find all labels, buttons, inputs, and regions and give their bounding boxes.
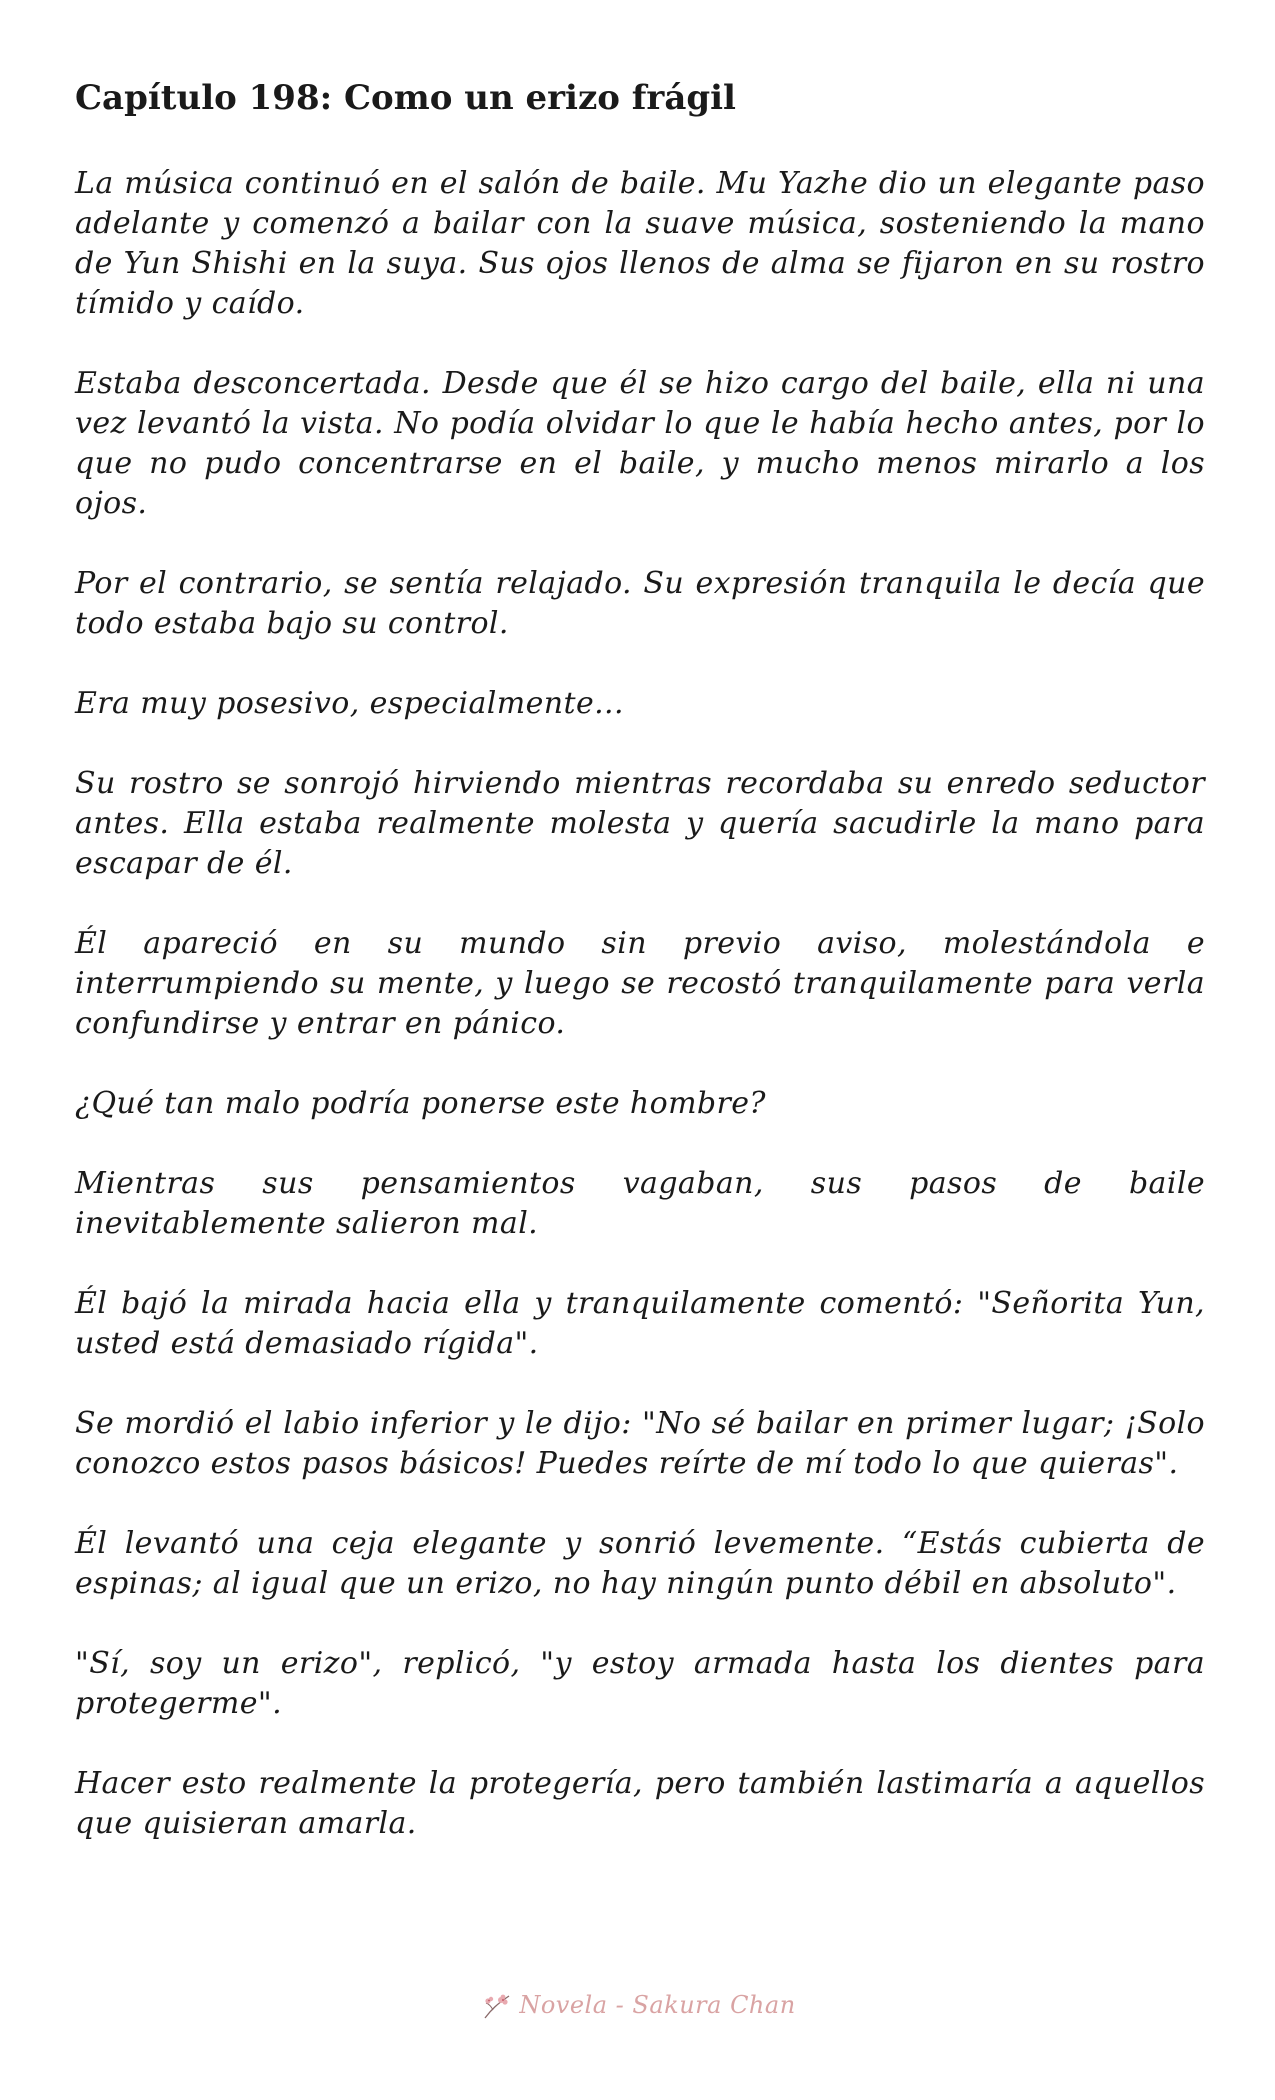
- paragraph: Estaba desconcertada. Desde que él se hizo cargo del baile, ella ni una vez levantó la vista. No podía olvidar lo que le había hecho antes, por lo que no pudo concentrarse en el baile, y mucho menos mirarlo a los ojos.: [75, 366, 1205, 521]
- paragraph: Él apareció en su mundo sin previo aviso, molestándola e interrumpiendo su mente, y luego se recostó tranquilamente para verla confundirse y entrar en pánico.: [75, 926, 1205, 1041]
- footer-brand: [479, 1988, 795, 2022]
- paragraph: "Sí, soy un erizo", replicó, "y estoy armada hasta los dientes para protegerme".: [75, 1646, 1205, 1721]
- footer-watermark: [0, 1988, 1275, 2026]
- chapter-title: Capítulo 198: Como un erizo frágil: [75, 78, 736, 118]
- chapter-body: [75, 164, 1205, 1884]
- paragraph: Hacer esto realmente la protegería, pero también lastimaría a aquellos que quisieran amarla.: [75, 1766, 1205, 1841]
- paragraph: Él bajó la mirada hacia ella y tranquilamente comentó: "Señorita Yun, usted está demasiado rígida".: [75, 1286, 1205, 1361]
- footer-label: Novela - Sakura Chan: [519, 1991, 796, 2019]
- paragraph: Él levantó una ceja elegante y sonrió levemente. “Estás cubierta de espinas; al igual que un erizo, no hay ningún punto débil en absoluto".: [75, 1526, 1205, 1601]
- cherry-blossom-icon: [479, 1988, 513, 2022]
- paragraph: Mientras sus pensamientos vagaban, sus pasos de baile inevitablemente salieron mal.: [75, 1166, 1205, 1241]
- paragraph: ¿Qué tan malo podría ponerse este hombre?: [75, 1086, 766, 1121]
- paragraph: Se mordió el labio inferior y le dijo: "No sé bailar en primer lugar; ¡Solo conozco estos pasos básicos! Puedes reírte de mí todo lo que quieras".: [75, 1406, 1205, 1481]
- paragraph: Por el contrario, se sentía relajado. Su expresión tranquila le decía que todo estaba bajo su control.: [75, 566, 1205, 641]
- paragraph: Su rostro se sonrojó hirviendo mientras recordaba su enredo seductor antes. Ella estaba realmente molesta y quería sacudirle la mano para escapar de él.: [75, 766, 1205, 881]
- paragraph: La música continuó en el salón de baile. Mu Yazhe dio un elegante paso adelante y comenzó a bailar con la suave música, sosteniendo la mano de Yun Shishi en la suya. Sus ojos llenos de alma se fijaron en su rostro tímido y caído.: [75, 166, 1205, 321]
- paragraph: Era muy posesivo, especialmente...: [75, 686, 624, 721]
